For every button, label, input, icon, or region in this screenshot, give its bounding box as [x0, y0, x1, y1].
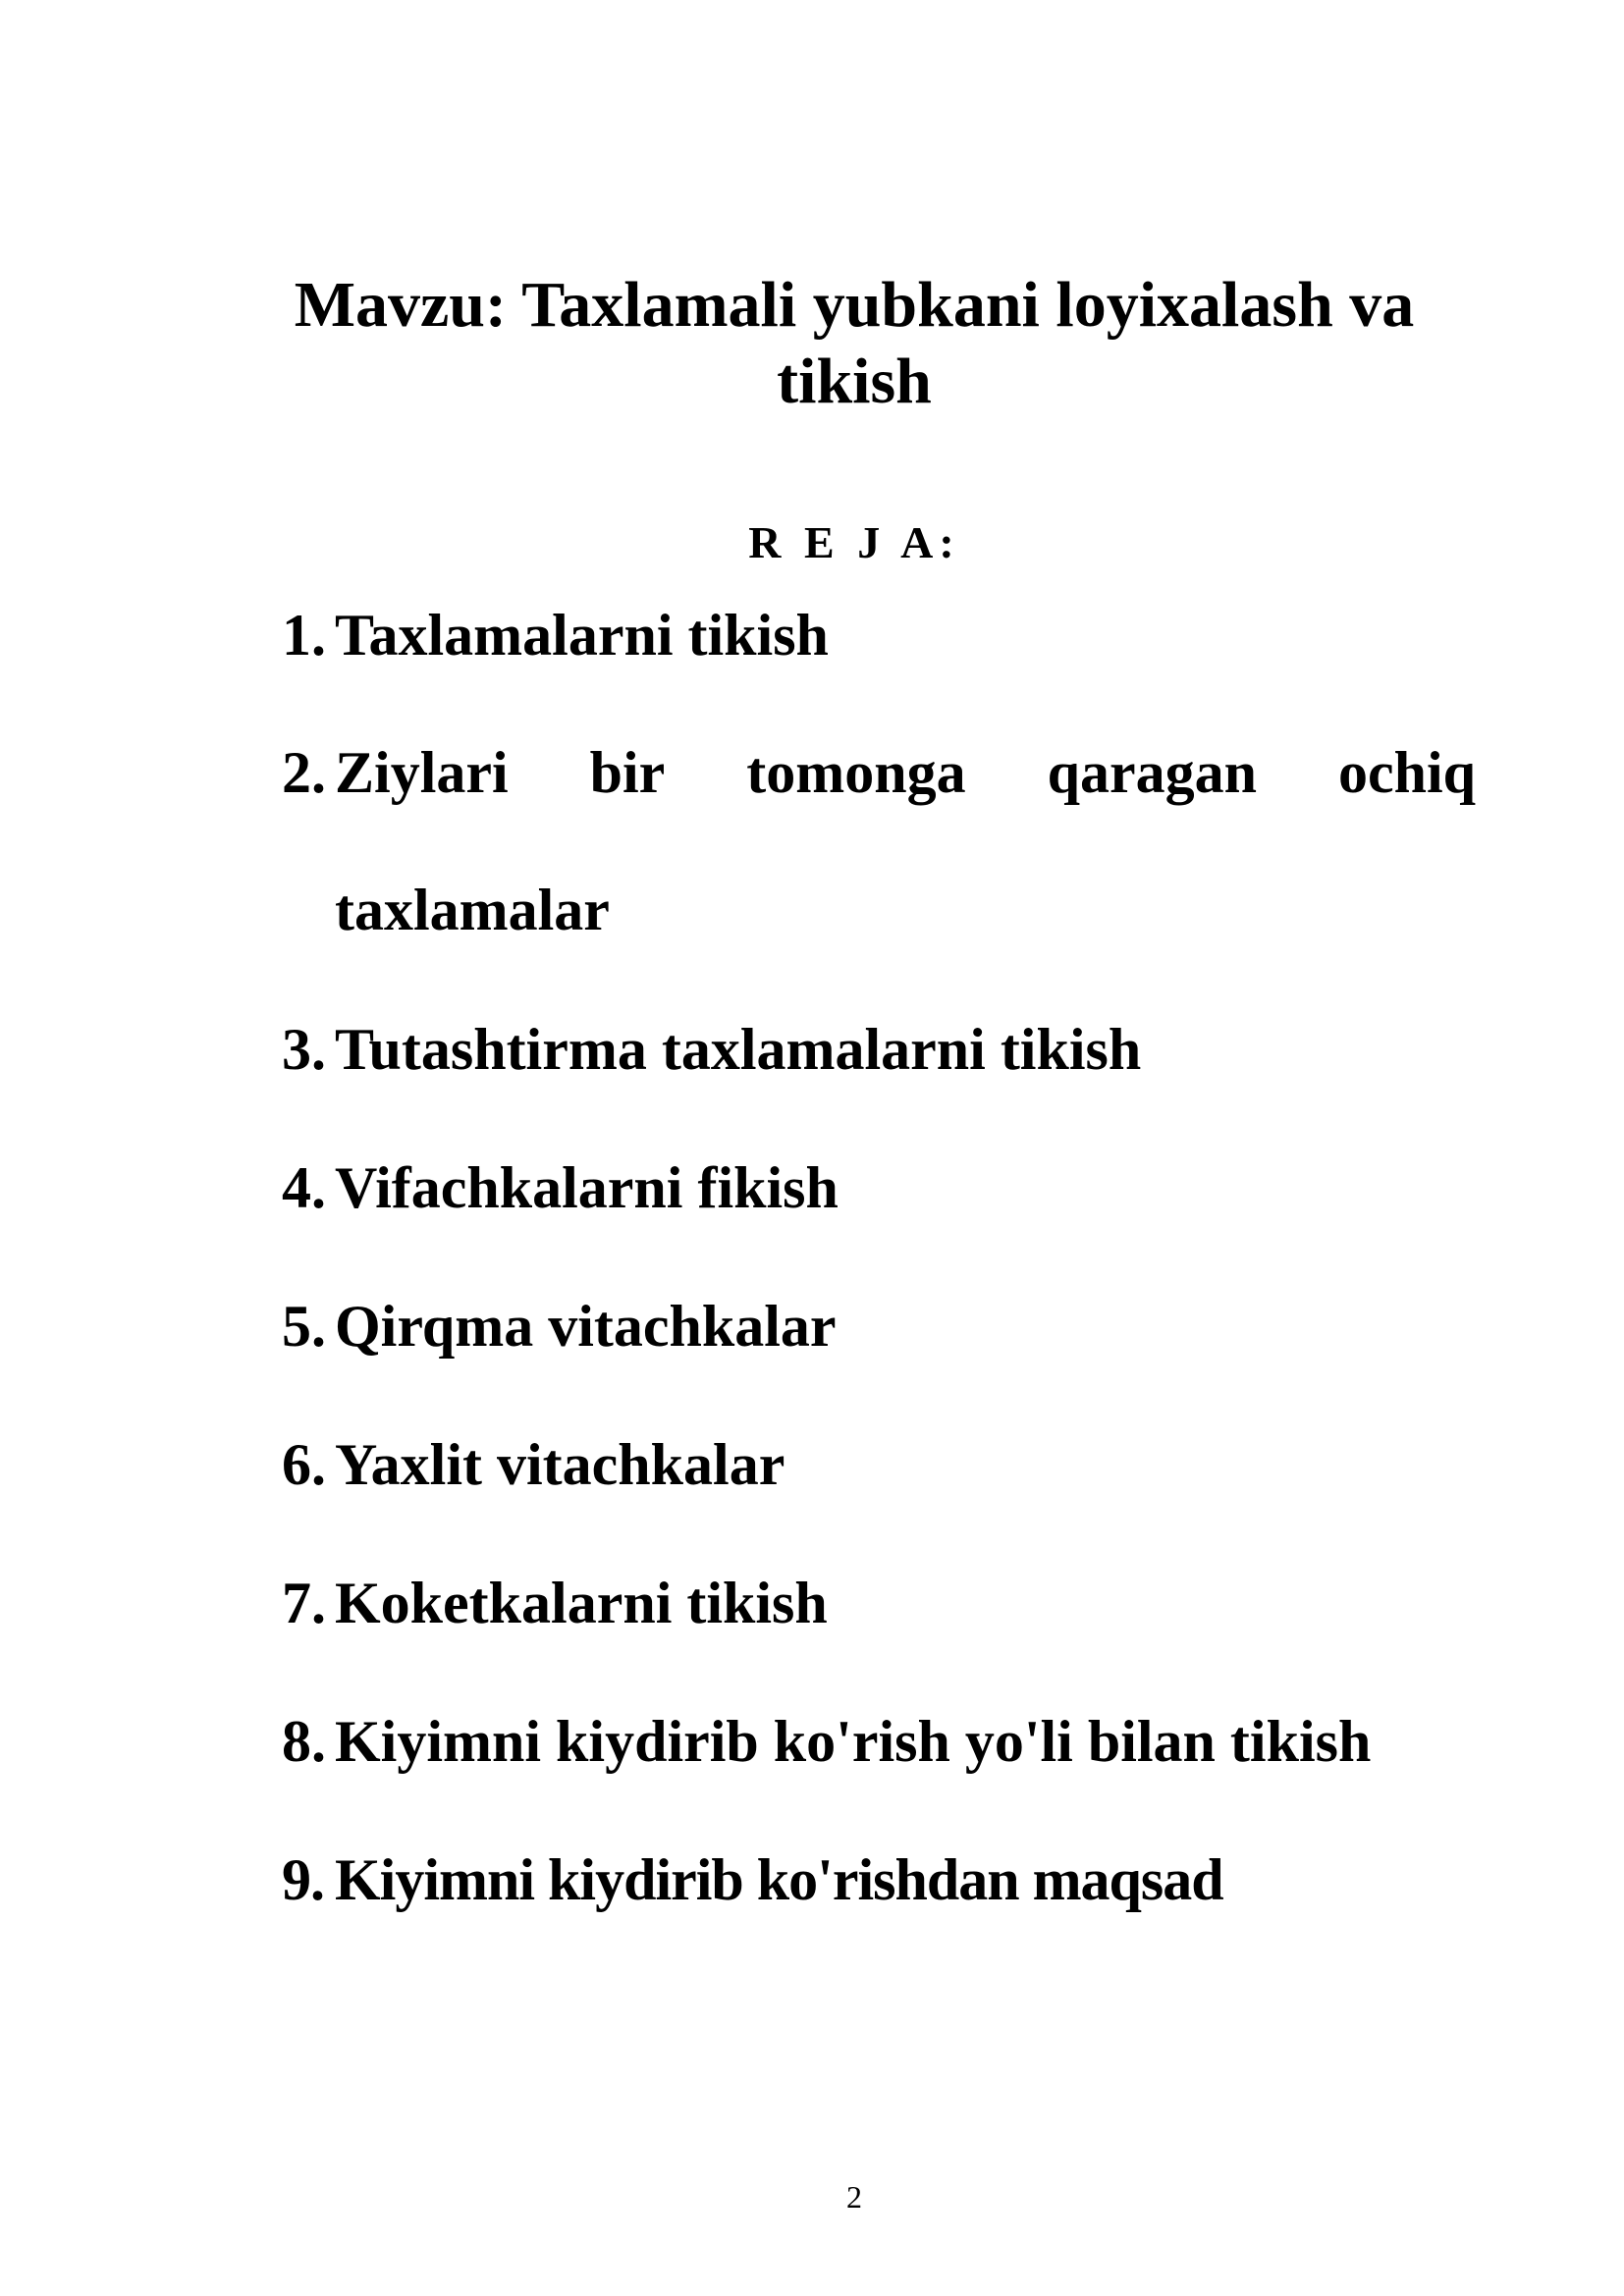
- page-number: 2: [846, 2179, 862, 2215]
- plan-item-text: Koketkalarni tikish: [335, 1571, 828, 1635]
- plan-item-3: [282, 1015, 1476, 1084]
- plan-item-text: Vifachkalarni fikish: [335, 1155, 839, 1220]
- title-line-2: tikish: [777, 346, 932, 417]
- plan-item-1: [282, 601, 1476, 669]
- plan-item-5: [282, 1292, 1476, 1361]
- plan-item-word: ochiq: [1337, 740, 1476, 805]
- plan-item-text: Kiyimni kiydirib ko'rish yo'li bilan tikish: [335, 1709, 1372, 1774]
- plan-heading: R E J A:: [748, 517, 960, 567]
- plan-item-text-line-1: [335, 738, 1476, 807]
- plan-item-text: Kiyimni kiydirib ko'rishdan maqsad: [335, 1847, 1223, 1912]
- plan-item-text: Yaxlit vitachkalar: [335, 1432, 785, 1497]
- plan-item-number: 2.: [282, 740, 326, 805]
- plan-item-text: Tutashtirma taxlamalarni tikish: [335, 1017, 1142, 1082]
- plan-item-text: Taxlamalarni tikish: [335, 603, 829, 667]
- plan-item-number: 1.: [282, 603, 326, 667]
- plan-item-9: [282, 1845, 1476, 1914]
- plan-item-number: 8.: [282, 1709, 326, 1774]
- plan-item-number: 7.: [282, 1571, 326, 1635]
- plan-item-number: 3.: [282, 1017, 326, 1082]
- plan-item-2: [282, 738, 1476, 944]
- title-line-1: Mavzu: Taxlamali yubkani loyixalash va: [294, 269, 1415, 341]
- plan-item-number: 9.: [282, 1847, 324, 1912]
- plan-item-number: 4.: [282, 1155, 326, 1220]
- plan-item-word: tomonga: [746, 740, 966, 805]
- plan-item-number: 6.: [282, 1432, 326, 1497]
- plan-item-number: 5.: [282, 1294, 326, 1359]
- plan-item-word: qaragan: [1047, 740, 1257, 805]
- plan-item-4: [282, 1153, 1476, 1222]
- plan-item-word: Ziylari: [335, 740, 509, 805]
- document-title: [245, 267, 1463, 420]
- plan-item-8: [282, 1707, 1476, 1776]
- plan-item-text: Qirqma vitachkalar: [335, 1294, 837, 1359]
- plan-item-text-line-2: taxlamalar: [335, 878, 610, 942]
- plan-item-word: bir: [589, 740, 666, 805]
- plan-item-7: [282, 1569, 1476, 1637]
- plan-item-6: [282, 1430, 1476, 1499]
